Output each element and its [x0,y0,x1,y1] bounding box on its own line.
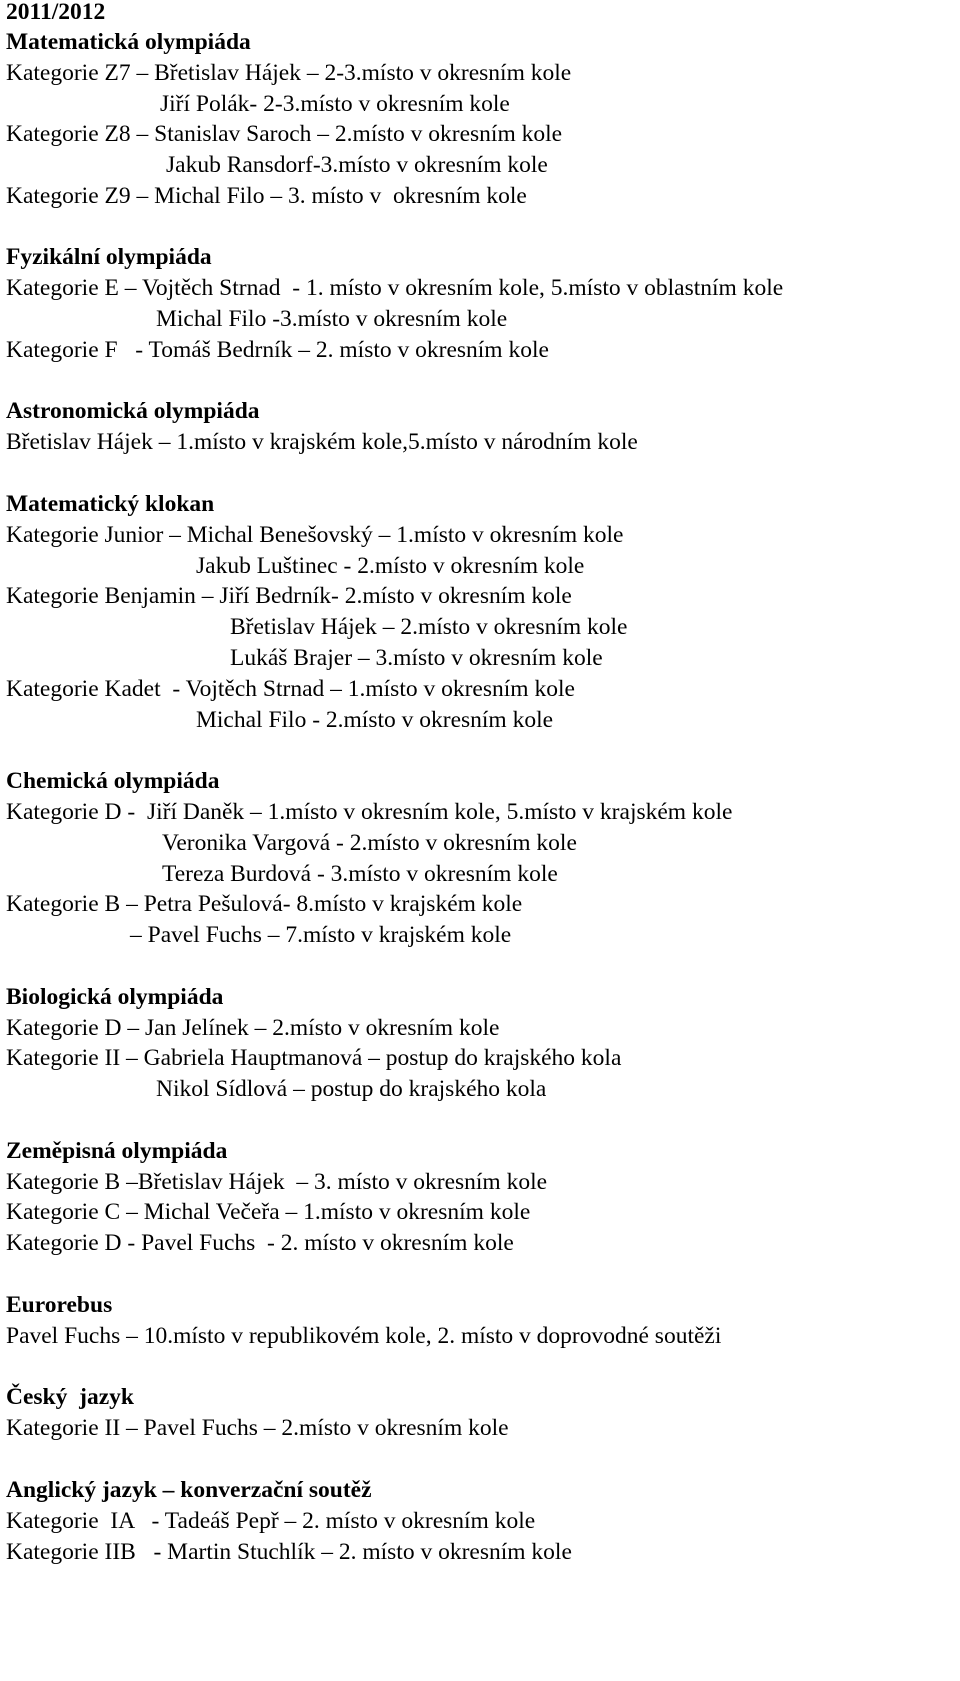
section-heading: Matematická olympiáda [6,29,251,55]
result-line: Veronika Vargová - 2.místo v okresním kole [162,830,577,856]
year-heading: 2011/2012 [6,0,106,25]
result-line: Pavel Fuchs – 10.místo v republikovém kole, 2. místo v doprovodné soutěži [6,1323,722,1349]
result-line: Michal Filo -3.místo v okresním kole [156,306,508,332]
section-heading: Astronomická olympiáda [6,398,260,424]
result-line: Kategorie Z9 – Michal Filo – 3. místo v okresním kole [6,183,527,209]
result-line: Břetislav Hájek – 2.místo v okresním kole [230,614,628,640]
result-line: Kategorie Z8 – Stanislav Saroch – 2.místo v okresním kole [6,121,563,147]
result-line: Kategorie IIB - Martin Stuchlík – 2. místo v okresním kole [6,1539,572,1565]
section-heading: Chemická olympiáda [6,768,220,794]
section-heading: Biologická olympiáda [6,984,224,1010]
section-heading: Fyzikální olympiáda [6,244,212,270]
result-line: Kategorie IA - Tadeáš Pepř – 2. místo v okresním kole [6,1508,536,1534]
section-heading: Matematický klokan [6,491,215,517]
result-line: Kategorie II – Gabriela Hauptmanová – postup do krajského kola [6,1045,622,1071]
result-line: Kategorie B –Břetislav Hájek – 3. místo v okresním kole [6,1169,548,1195]
section-heading: Zeměpisná olympiáda [6,1138,228,1164]
result-line: Jakub Ransdorf-3.místo v okresním kole [166,152,548,178]
result-line: Nikol Sídlová – postup do krajského kola [156,1076,547,1102]
result-line: – Pavel Fuchs – 7.místo v krajském kole [130,922,512,948]
result-line: Kategorie D – Jan Jelínek – 2.místo v okresním kole [6,1015,500,1041]
result-line: Kategorie D - Pavel Fuchs - 2. místo v okresním kole [6,1230,514,1256]
section-heading: Český jazyk [6,1384,134,1410]
result-line: Jakub Luštinec - 2.místo v okresním kole [196,553,585,579]
result-line: Kategorie II – Pavel Fuchs – 2.místo v okresním kole [6,1415,509,1441]
result-line: Kategorie Benjamin – Jiří Bedrník- 2.místo v okresním kole [6,583,572,609]
result-line: Kategorie F - Tomáš Bedrník – 2. místo v okresním kole [6,337,549,363]
result-line: Tereza Burdová - 3.místo v okresním kole [162,861,558,887]
result-line: Kategorie D - Jiří Daněk – 1.místo v okresním kole, 5.místo v krajském kole [6,799,733,825]
result-line: Břetislav Hájek – 1.místo v krajském kole,5.místo v národním kole [6,429,638,455]
result-line: Kategorie Kadet - Vojtěch Strnad – 1.místo v okresním kole [6,676,575,702]
section-heading: Anglický jazyk – konverzační soutěž [6,1477,372,1503]
result-line: Jiří Polák- 2-3.místo v okresním kole [160,91,510,117]
result-line: Lukáš Brajer – 3.místo v okresním kole [230,645,603,671]
result-line: Kategorie Z7 – Břetislav Hájek – 2-3.místo v okresním kole [6,60,572,86]
result-line: Kategorie B – Petra Pešulová- 8.místo v krajském kole [6,891,523,917]
result-line: Kategorie C – Michal Večeřa – 1.místo v okresním kole [6,1199,531,1225]
result-line: Michal Filo - 2.místo v okresním kole [196,707,554,733]
result-line: Kategorie E – Vojtěch Strnad - 1. místo v okresním kole, 5.místo v oblastním kole [6,275,784,301]
result-line: Kategorie Junior – Michal Benešovský – 1.místo v okresním kole [6,522,624,548]
section-heading: Eurorebus [6,1292,113,1318]
